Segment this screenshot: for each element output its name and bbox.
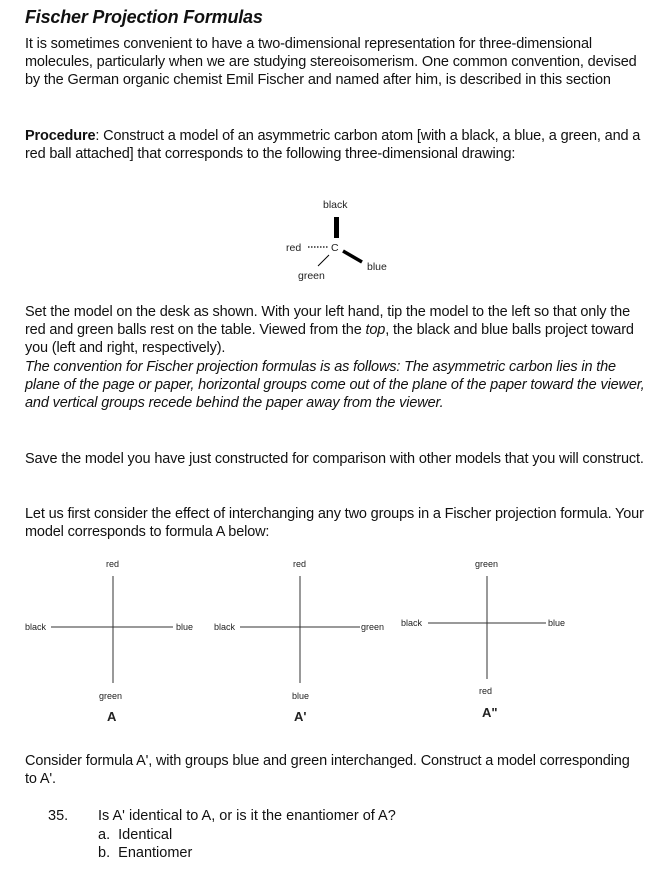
page-title: Fischer Projection Formulas <box>25 7 263 27</box>
formula-a-prime-left: black <box>214 622 236 632</box>
molecule-bottom-label: green <box>298 270 325 282</box>
formula-a-double-prime-bottom: red <box>479 686 493 696</box>
option-b-letter: b. <box>98 845 111 861</box>
question-number: 35. <box>48 808 69 824</box>
formula-a-label: A <box>107 709 117 724</box>
convention-text: The convention for Fischer projection formulas is as follows: The asymmetric carbon lies in the plane of the page or paper, horizontal groups come out of the plane of the paper toward the viewer, and vertical groups recede behind the paper away from the viewer. <box>25 358 645 412</box>
option-b[interactable] <box>98 844 192 862</box>
set-model-emphasis: top <box>365 322 386 339</box>
wedge-bond-right <box>343 251 362 262</box>
wedge-bond-top <box>334 217 339 238</box>
formula-a-right: blue <box>176 622 194 632</box>
consider-paragraph: Consider formula A', with groups blue and green interchanged. Construct a model corresponding to A'. <box>25 753 630 788</box>
molecule-right-label: blue <box>367 261 387 273</box>
set-model-paragraph <box>25 303 645 412</box>
set-model-text-2: , the black and blue balls project toward you (left and right, respectively). <box>25 322 634 357</box>
formula-a-double-prime-top: green <box>475 559 499 569</box>
formula-a-top: red <box>106 559 120 569</box>
formula-a-prime-label: A' <box>294 709 307 724</box>
formula-a-double-prime <box>401 559 565 720</box>
option-b-text: Enantiomer <box>118 845 193 861</box>
formula-a-prime-top: red <box>293 559 307 569</box>
option-a[interactable] <box>98 826 172 844</box>
formula-a-prime-right: green <box>361 622 385 632</box>
molecule-left-label: red <box>286 242 302 254</box>
formula-a-double-prime-label: A" <box>482 705 498 720</box>
save-paragraph: Save the model you have just constructed for comparison with other models that you will construct. <box>25 451 644 467</box>
formula-a-bottom: green <box>99 691 123 701</box>
formula-a-double-prime-left: black <box>401 618 423 628</box>
formula-a-double-prime-right: blue <box>548 618 566 628</box>
molecule-top-label: black <box>323 199 348 211</box>
formula-a-prime-bottom: blue <box>292 691 310 701</box>
option-a-text: Identical <box>118 827 173 843</box>
set-model-text-1: Set the model on the desk as shown. With your left hand, tip the model to the left so that only the red and green balls rest on the table. Viewed from the <box>25 304 630 339</box>
procedure-paragraph <box>25 127 645 163</box>
formula-a-left: black <box>25 622 47 632</box>
option-a-letter: a. <box>98 827 111 843</box>
procedure-label: Procedure <box>25 128 96 144</box>
intro-paragraph: It is sometimes convenient to have a two-dimensional representation for three-dimensional molecules, particularly when we are studying stereoisomerism. One common convention, devised by the German organic chemist Emil Fischer and named after him, is described in this section <box>25 36 637 89</box>
question-text: Is A' identical to A, or is it the enantiomer of A? <box>98 808 396 824</box>
formula-a-prime <box>214 559 384 724</box>
interchange-paragraph: Let us first consider the effect of interchanging any two groups in a Fischer projection formula. Your model corresponds to formula A below: <box>25 506 644 541</box>
formula-a <box>25 559 193 724</box>
molecule-center-label: C <box>331 242 339 254</box>
procedure-text: : Construct a model of an asymmetric carbon atom [with a black, a blue, a green, and a red ball attached] that corresponds to the following three-dimensional drawing: <box>25 128 641 163</box>
line-bond-bottom <box>318 255 329 266</box>
